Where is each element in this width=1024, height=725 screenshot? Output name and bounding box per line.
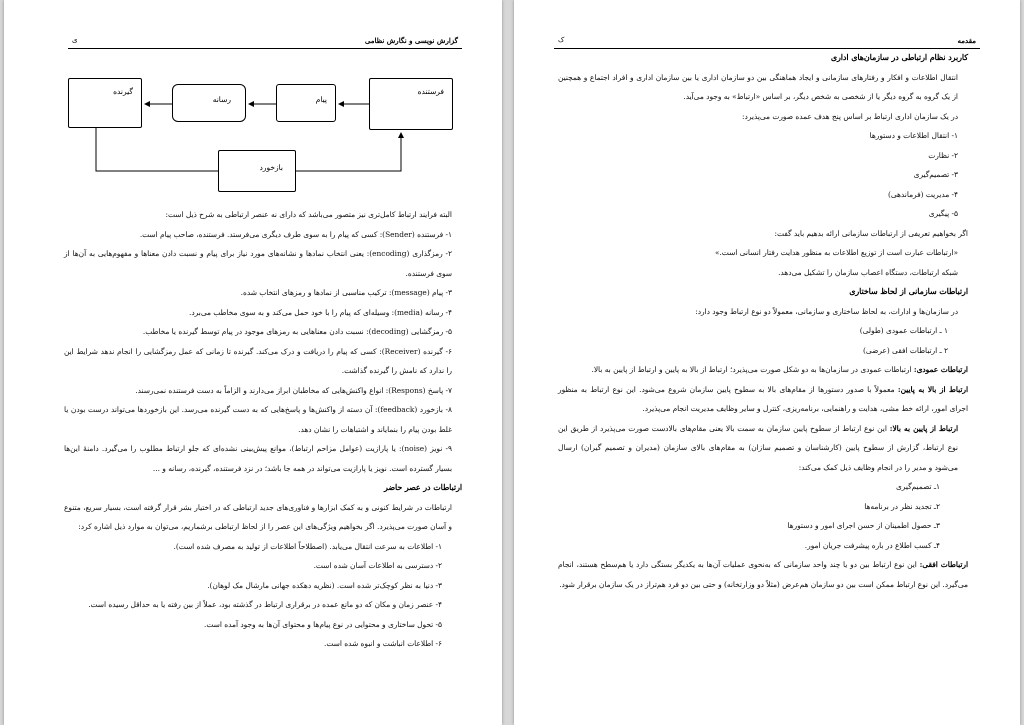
list-item: ۲ ـ ارتباطات افقی (عرضی) xyxy=(863,345,948,355)
section-heading: کاربرد نظام ارتباطی در سازمان‌های اداری xyxy=(830,53,968,62)
paragraph xyxy=(558,419,968,478)
term-label: ارتباط از پایین به بالا: xyxy=(889,423,959,433)
list-item: ۱- اطلاعات به سرعت انتقال می‌یابد. (اصطلاحاً اطلاعات از تولید به مصرف شده است). xyxy=(173,541,442,551)
list-item: ۵- پیگیری xyxy=(928,209,958,218)
list-item: ۲ـ تجدید نظر در برنامه‌ها xyxy=(864,501,940,511)
page-number: ک xyxy=(558,36,565,44)
list-item: ۲- نظارت xyxy=(928,150,958,160)
section-intro: ارتباطات در شرایط کنونی و به کمک ابزارها و فناوری‌های جدید ارتباطی که در اختیار بشر قرار گرفته است، بسیار سریع، متنوع و آسان صورت می‌پذیرد. اگر بخواهیم ویژگی‌های این عصر را از لحاظ ارتباطی برشماریم، می‌توان به موارد ذیل اشاره کرد: xyxy=(64,502,452,531)
paragraph: ۹- نویز (noise): یا پارازیت (عوامل مزاحم ارتباط)، موانع پیش‌بینی نشده‌ای که جلو ارتباط مطلوب را می‌گیرد. دامنهٔ این‌ها بسیار گسترده است. نویز یا پارازیت می‌تواند در همه جا باشد؛ در نزد فرستنده، گیرنده، رسانه و ... xyxy=(64,444,452,473)
header-title: گزارش نویسی و نگارش نظامی xyxy=(364,36,458,45)
paragraph xyxy=(558,380,968,419)
list-item: ۵- تحول ساختاری و محتوایی در نوع پیام‌ها و محتوای آن‌ها به وجود آمده است. xyxy=(204,619,442,629)
list-item: ۴- عنصر زمان و مکان که دو مانع عمده در برقراری ارتباط در گذشته بود، عملاً از بین رفته یا به حداقل رسیده است. xyxy=(88,600,442,609)
media-label: رسانه xyxy=(212,95,231,104)
list-item: ۴- مدیریت (فرماندهی) xyxy=(887,189,958,199)
term-text: این نوع ارتباط از سطوح پایین سازمان به سمت بالا یعنی مقام‌های بالادست صورت می‌پذیرد از طریق این نوع ارتباط، گزارش از سطوح پایین (کارشناسان و تصمیم سازان) به مقام‌های بالای سازمان (مدیران و تصمیم گیران) ارسال می‌شود و مدیر را در انجام وظایف ذیل کمک می‌کند: xyxy=(558,423,958,472)
paragraph: انتقال اطلاعات و افکار و رفتارهای سازمانی و ایجاد هماهنگی بین دو سازمان اداری یا بین سازمان اداری و افراد اجتماع و همچنین از یک گروه به گروه دیگر یا از شخصی به شخص دیگر، بر اساس «ارتباط» به وجود می‌آید. xyxy=(558,72,958,101)
list-item: ۱ ـ ارتباطات عمودی (طولی) xyxy=(859,326,948,335)
list-item: ۳- تصمیم‌گیری xyxy=(913,170,958,179)
document-page-right xyxy=(514,0,1020,725)
list-item: ۴ـ کسب اطلاع در باره پیشرفت جریان امور. xyxy=(804,540,940,550)
list-item: ۳- دنیا به نظر کوچک‌تر شده است. (نظریه دهکده جهانی مارشال مک لوهان). xyxy=(207,580,442,590)
diagram-sender-box xyxy=(369,78,453,130)
list-item: ۶- اطلاعات انباشت و انبوه شده است. xyxy=(324,639,442,648)
diagram-media-box xyxy=(172,84,246,122)
paragraph xyxy=(558,360,968,380)
list-item: ۲- دسترسی به اطلاعات آسان شده است. xyxy=(313,561,442,570)
paragraph: ۷- پاسخ (Respons): انواع واکنش‌هایی که مخاطبان ابراز می‌دارند و الزاماً به دست فرستنده نمی‌رسند. xyxy=(135,385,452,395)
paragraph: البته فرایند ارتباط کامل‌تری نیز متصور می‌باشد که دارای نه عنصر ارتباطی به شرح ذیل است: xyxy=(165,210,452,219)
paragraph: ۵- رمزگشایی (decoding): نسبت دادن معناهایی به رمزهای موجود در پیام توسط گیرنده یا مخاطب. xyxy=(142,327,452,336)
term-label: ارتباطات عمودی: xyxy=(913,365,968,374)
right-page-body xyxy=(558,48,968,594)
diagram-feedback-box xyxy=(218,150,296,192)
section-heading: ارتباطات در عصر حاضر xyxy=(384,483,462,492)
receiver-label: گیرنده xyxy=(113,87,133,96)
list-item: ۱ـ تصمیم‌گیری xyxy=(896,482,940,491)
diagram-receiver-box xyxy=(68,78,142,128)
paragraph: ۸- بازخورد (feedback): آن دسته از واکنش‌ها و پاسخ‌هایی که به دست گیرنده می‌رسد. این بازخوردها می‌تواند درست بودن یا غلط بودن پیام را بنمایاند و اشتباهات را نشان دهد. xyxy=(64,405,452,434)
section-heading: ارتباطات سازمانی از لحاظ ساختاری xyxy=(849,287,968,296)
term-text: ارتباطات عمودی در سازمان‌ها به دو شکل صورت می‌پذیرد؛ ارتباط از بالا به پایین و ارتباط از پایین به بالا. xyxy=(591,365,912,374)
header-title: مقدمه xyxy=(957,36,976,45)
paragraph: ۶- گیرنده (Receiver): کسی که پیام را دریافت و درک می‌کند. گیرنده تا زمانی که عمل رمزگشایی را انجام ندهد شرایط این را ندارد که نامش را گیرنده گذاشت. xyxy=(64,346,452,375)
document-page-left xyxy=(4,0,502,725)
paragraph: شبکه ارتباطات، دستگاه اعصاب سازمان را تشکیل می‌دهد. xyxy=(778,267,958,277)
term-label: ارتباط از بالا به پایین: xyxy=(897,384,969,394)
paragraph: در یک سازمان اداری ارتباط بر اساس پنج هدف عمده صورت می‌پذیرد: xyxy=(742,111,958,121)
list-item: ۳ـ حصول اطمینان از حسن اجرای امور و دستورها xyxy=(787,521,940,530)
paragraph: ۳- پیام (message): ترکیب مناسبی از نمادها و رمزهای انتخاب شده. xyxy=(240,288,452,297)
term-text: معمولاً با صدور دستورها از مقام‌های بالا به سطوح پایین سازمان شروع می‌شود. این نوع ارتباط به منظور اجرای امور، ارائه خط مشی، هدایت و راهنمایی، برنامه‌ریزی، کنترل و سایر وظایف مدیریت انجام می‌پذیرد. xyxy=(558,384,968,413)
paragraph: ۴- رسانه (media): وسیله‌ای که پیام را با خود حمل می‌کند و به سوی مخاطب می‌برد. xyxy=(189,307,452,317)
left-page-body xyxy=(64,205,462,654)
message-label: پیام xyxy=(315,95,327,104)
paragraph: ۲- رمزگذاری (encoding): یعنی انتخاب نمادها و نشانه‌های مورد نیاز برای پیام و نسبت دادن معناها و مفهوم‌هایی به آن‌ها از سوی فرستنده. xyxy=(64,249,452,278)
feedback-label: بازخورد xyxy=(259,163,283,172)
paragraph: اگر بخواهیم تعریفی از ارتباطات سازمانی ارائه بدهیم باید گفت: xyxy=(774,228,968,238)
diagram-message-box xyxy=(276,84,336,122)
list-item: ۱- انتقال اطلاعات و دستورها xyxy=(869,131,958,140)
term-label: ارتباطات افقی: xyxy=(919,560,969,569)
quote: «ارتباطات عبارت است از توزیع اطلاعات به منظور هدایت رفتار انسانی است.» xyxy=(714,248,958,257)
sender-label: فرستنده xyxy=(417,87,444,96)
paragraph: ۱- فرستنده (Sender): کسی که پیام را به سوی طرف دیگری می‌فرستد. فرستنده، صاحب پیام است. xyxy=(139,229,452,239)
paragraph: در سازمان‌ها و ادارات، به لحاظ ساختاری و سازمانی، معمولاً دو نوع ارتباط وجود دارد: xyxy=(695,306,958,316)
paragraph xyxy=(558,555,968,594)
page-number: ی xyxy=(72,36,78,44)
term-text: این نوع ارتباط بین دو یا چند واحد سازمانی که به‌نحوی عملیات آن‌ها به یکدیگر بستگی دارد یا هم‌سطح هستند، انجام می‌گیرد. این نوع ارتباط ممکن است بین دو سازمان هم‌عرض (مثلاً دو وزارتخانه) و حتی بین دو فرد هم‌تراز در یک سازمان برقرار شود. xyxy=(558,560,968,589)
